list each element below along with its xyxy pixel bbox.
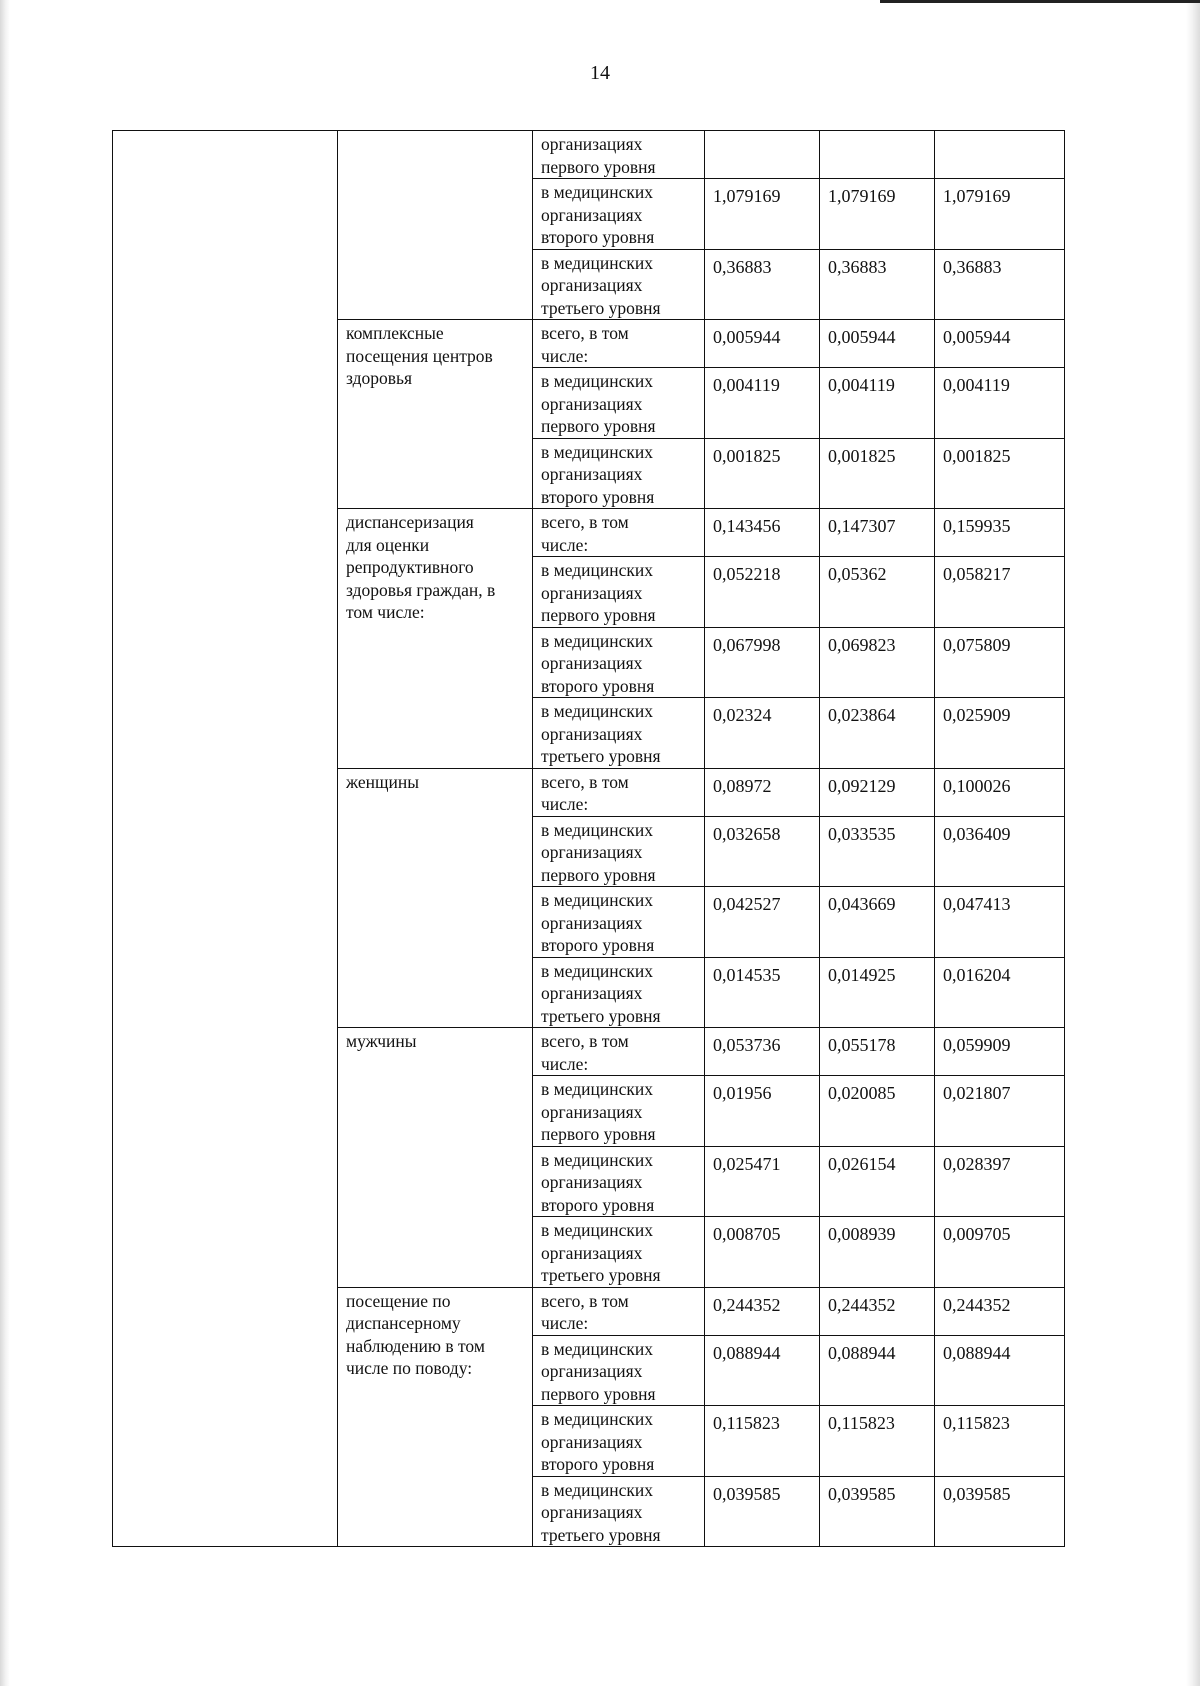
table-row <box>113 131 1065 179</box>
category-cell <box>338 509 533 769</box>
value-cell-year-1: 0,067998 <box>705 627 820 698</box>
subcategory-label: в медицинских организациях третьего уровня <box>541 1479 661 1545</box>
subcategory-label: в медицинских организациях второго уровня <box>541 890 655 955</box>
value-cell-year-1: 0,005944 <box>705 320 820 368</box>
subcategory-cell <box>533 816 705 887</box>
subcategory-label: в медицинских организациях третьего уровня <box>541 252 661 318</box>
value-cell-year-1: 0,36883 <box>705 249 820 320</box>
subcategory-label: в медицинских организациях первого уровня <box>541 560 656 625</box>
value-cell-year-3: 0,016204 <box>935 957 1065 1028</box>
value-cell-year-1 <box>705 131 820 179</box>
value-cell-year-2: 0,005944 <box>820 320 935 368</box>
value-cell-year-3: 0,047413 <box>935 887 1065 958</box>
category-cell <box>338 320 533 509</box>
subcategory-label: в медицинских организациях второго уровня <box>541 182 655 247</box>
subcategory-cell <box>533 249 705 320</box>
value-cell-year-2: 0,069823 <box>820 627 935 698</box>
value-cell-year-3: 0,244352 <box>935 1287 1065 1335</box>
value-cell-year-2: 0,055178 <box>820 1028 935 1076</box>
value-cell-year-2: 0,088944 <box>820 1335 935 1406</box>
subcategory-label: всего, в том числе: <box>541 771 629 814</box>
value-cell-year-3: 0,36883 <box>935 249 1065 320</box>
subcategory-label: в медицинских организациях второго уровня <box>541 1149 655 1215</box>
subcategory-label: в медицинских организациях первого уровня <box>541 1338 656 1404</box>
value-cell-year-1: 0,025471 <box>705 1146 820 1217</box>
subcategory-cell <box>533 1406 705 1477</box>
value-cell-year-3: 0,009705 <box>935 1217 1065 1288</box>
category-cell <box>338 768 533 1028</box>
value-cell-year-2: 0,026154 <box>820 1146 935 1217</box>
value-cell-year-2: 0,115823 <box>820 1406 935 1477</box>
indicators-table <box>112 130 1065 1547</box>
value-cell-year-2: 0,244352 <box>820 1287 935 1335</box>
outer-blank-cell <box>113 131 338 1547</box>
value-cell-year-2: 0,039585 <box>820 1476 935 1547</box>
value-cell-year-2: 0,004119 <box>820 368 935 439</box>
subcategory-label: всего, в том числе: <box>541 1031 629 1074</box>
subcategory-cell <box>533 768 705 816</box>
value-cell-year-1: 0,004119 <box>705 368 820 439</box>
subcategory-cell <box>533 557 705 628</box>
subcategory-label: всего, в том числе: <box>541 323 629 366</box>
value-cell-year-2: 0,092129 <box>820 768 935 816</box>
subcategory-label: в медицинских организациях третьего уровня <box>541 1220 661 1285</box>
category-label: посещение по диспансерному наблюдению в том числе по поводу: <box>346 1290 485 1378</box>
value-cell-year-1: 1,079169 <box>705 179 820 250</box>
value-cell-year-1: 0,042527 <box>705 887 820 958</box>
subcategory-cell <box>533 1287 705 1335</box>
value-cell-year-3: 0,058217 <box>935 557 1065 628</box>
value-cell-year-3: 0,039585 <box>935 1476 1065 1547</box>
subcategory-cell <box>533 887 705 958</box>
value-cell-year-2: 1,079169 <box>820 179 935 250</box>
value-cell-year-3: 0,025909 <box>935 698 1065 769</box>
value-cell-year-1: 0,08972 <box>705 768 820 816</box>
value-cell-year-2: 0,043669 <box>820 887 935 958</box>
scan-edge-left <box>0 0 10 1686</box>
category-cell <box>338 1028 533 1288</box>
value-cell-year-1: 0,001825 <box>705 438 820 509</box>
category-label: женщины <box>346 771 419 792</box>
value-cell-year-3: 0,159935 <box>935 509 1065 557</box>
subcategory-cell <box>533 1476 705 1547</box>
subcategory-cell <box>533 131 705 179</box>
value-cell-year-3: 0,100026 <box>935 768 1065 816</box>
subcategory-label: в медицинских организациях второго уровня <box>541 441 655 507</box>
value-cell-year-3: 0,021807 <box>935 1076 1065 1147</box>
subcategory-cell <box>533 320 705 368</box>
subcategory-label: в медицинских организациях первого уровня <box>541 819 656 885</box>
category-label: мужчины <box>346 1031 417 1051</box>
subcategory-cell <box>533 957 705 1028</box>
value-cell-year-1: 0,014535 <box>705 957 820 1028</box>
subcategory-label: в медицинских организациях второго уровня <box>541 1409 655 1474</box>
subcategory-label: организациях первого уровня <box>541 134 656 177</box>
category-cell <box>338 1287 533 1547</box>
subcategory-cell <box>533 438 705 509</box>
value-cell-year-1: 0,01956 <box>705 1076 820 1147</box>
subcategory-label: в медицинских организациях первого уровня <box>541 371 656 436</box>
value-cell-year-3: 0,001825 <box>935 438 1065 509</box>
category-cell <box>338 131 533 320</box>
value-cell-year-1: 0,244352 <box>705 1287 820 1335</box>
subcategory-label: в медицинских организациях первого уровня <box>541 1079 656 1144</box>
value-cell-year-1: 0,115823 <box>705 1406 820 1477</box>
subcategory-cell <box>533 627 705 698</box>
scan-top-line <box>880 0 1200 3</box>
subcategory-label: всего, в том числе: <box>541 1290 629 1333</box>
value-cell-year-3: 0,036409 <box>935 816 1065 887</box>
value-cell-year-3: 0,115823 <box>935 1406 1065 1477</box>
subcategory-cell <box>533 698 705 769</box>
value-cell-year-3: 1,079169 <box>935 179 1065 250</box>
value-cell-year-1: 0,032658 <box>705 816 820 887</box>
value-cell-year-3: 0,005944 <box>935 320 1065 368</box>
value-cell-year-3: 0,004119 <box>935 368 1065 439</box>
subcategory-label: в медицинских организациях третьего уровня <box>541 960 661 1026</box>
value-cell-year-3: 0,088944 <box>935 1335 1065 1406</box>
value-cell-year-2: 0,014925 <box>820 957 935 1028</box>
value-cell-year-1: 0,02324 <box>705 698 820 769</box>
value-cell-year-2: 0,36883 <box>820 249 935 320</box>
value-cell-year-1: 0,088944 <box>705 1335 820 1406</box>
subcategory-cell <box>533 1146 705 1217</box>
value-cell-year-1: 0,008705 <box>705 1217 820 1288</box>
scan-edge-right <box>1186 0 1200 1686</box>
value-cell-year-1: 0,053736 <box>705 1028 820 1076</box>
subcategory-cell <box>533 1028 705 1076</box>
value-cell-year-2: 0,05362 <box>820 557 935 628</box>
subcategory-label: в медицинских организациях второго уровня <box>541 630 655 696</box>
subcategory-label: всего, в том числе: <box>541 512 629 555</box>
value-cell-year-2: 0,008939 <box>820 1217 935 1288</box>
page-number: 14 <box>590 62 610 84</box>
subcategory-cell <box>533 509 705 557</box>
value-cell-year-2: 0,020085 <box>820 1076 935 1147</box>
subcategory-cell <box>533 1076 705 1147</box>
subcategory-label: в медицинских организациях третьего уровня <box>541 701 661 766</box>
value-cell-year-3 <box>935 131 1065 179</box>
category-label: комплексные посещения центров здоровья <box>346 323 493 388</box>
subcategory-cell <box>533 368 705 439</box>
subcategory-cell <box>533 1335 705 1406</box>
value-cell-year-1: 0,039585 <box>705 1476 820 1547</box>
subcategory-cell <box>533 1217 705 1288</box>
value-cell-year-2: 0,033535 <box>820 816 935 887</box>
value-cell-year-3: 0,075809 <box>935 627 1065 698</box>
value-cell-year-2: 0,147307 <box>820 509 935 557</box>
subcategory-cell <box>533 179 705 250</box>
value-cell-year-2 <box>820 131 935 179</box>
value-cell-year-1: 0,052218 <box>705 557 820 628</box>
value-cell-year-1: 0,143456 <box>705 509 820 557</box>
value-cell-year-2: 0,001825 <box>820 438 935 509</box>
category-label: диспансеризация для оценки репродуктивного здоровья граждан, в том числе: <box>346 512 496 622</box>
value-cell-year-3: 0,028397 <box>935 1146 1065 1217</box>
value-cell-year-2: 0,023864 <box>820 698 935 769</box>
value-cell-year-3: 0,059909 <box>935 1028 1065 1076</box>
